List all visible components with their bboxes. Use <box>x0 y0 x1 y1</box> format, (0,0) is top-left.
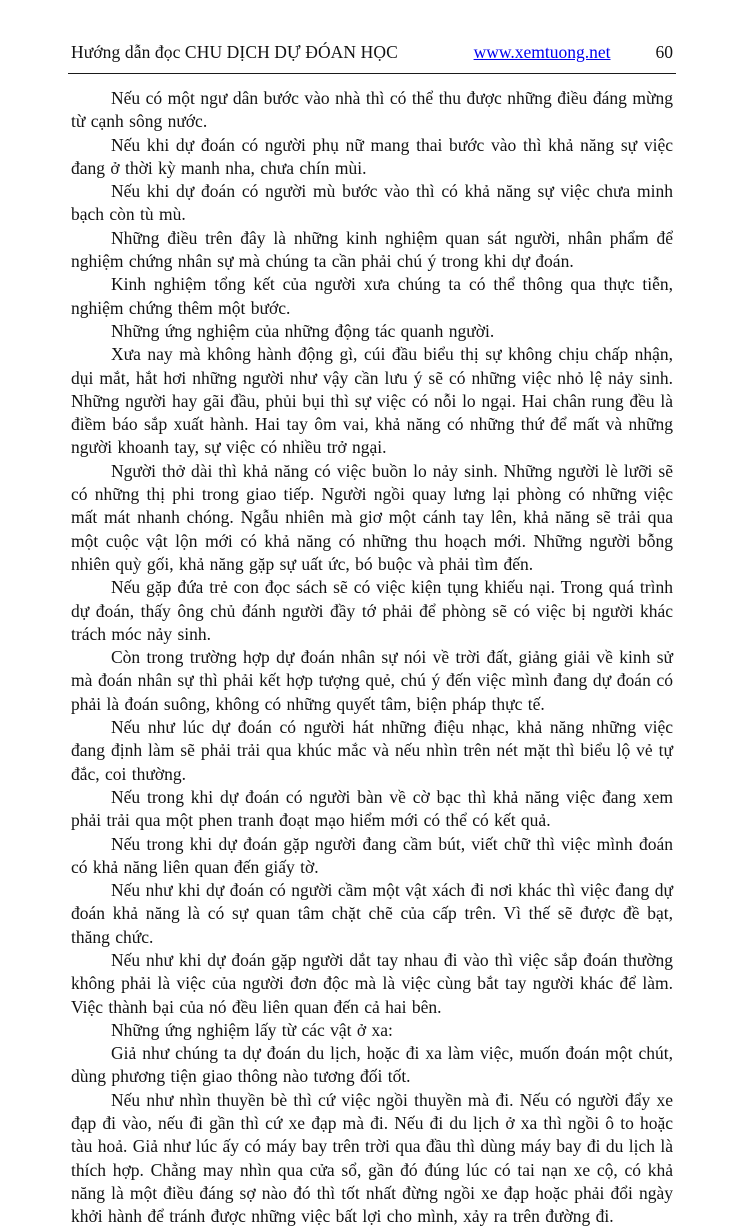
paragraph: Nếu như lúc dự đoán có người hát những điệu nhạc, khả năng những việc đang định làm sẽ phải trải qua khúc mắc và nếu nhìn trên nét mặt thì biểu lộ vẻ tự đắc, coi thường. <box>71 717 673 784</box>
paragraph: Nếu như khi dự đoán có người cầm một vật xách đi nơi khác thì việc đang dự đoán khả năng là có sự quan tâm chặt chẽ của cấp trên. Vì thế sẽ được đề bạt, thăng chức. <box>71 880 673 947</box>
paragraph: Những ứng nghiệm của những động tác quanh người. <box>111 320 495 341</box>
paragraph: Người thở dài thì khả năng có việc buồn lo nảy sinh. Những người lè lưỡi sẽ có những thị phi trong giao tiếp. Người ngồi quay lưng lại phòng có những việc mất mát nhanh chóng. Ngẫu nhiên mà giơ một cánh tay lên, khả năng sẽ trải qua một cuộc vật lộn mới có khả năng có những thu hoạch mới. Những người bỗng nhiên quỳ gối, khả năng gặp sự uất ức, bó buộc và phải tìm đến. <box>71 460 673 574</box>
header-title: Hướng dẫn đọc CHU DỊCH DỰ ĐÓAN HỌC <box>71 42 398 62</box>
paragraph: Nếu trong khi dự đoán gặp người đang cầm bút, viết chữ thì việc mình đoán có khả năng liên quan đến giấy tờ. <box>71 833 673 877</box>
paragraph: Những điều trên đây là những kinh nghiệm quan sát người, nhân phẩm để nghiệm chứng nhân sự mà chúng ta cần phải chú ý trong khi dự đoán. <box>71 227 673 272</box>
paragraph: Nếu như nhìn thuyền bè thì cứ việc ngồi thuyền mà đi. Nếu có người đẩy xe đạp đi vào, nếu đi gần thì cứ xe đạp mà đi. Nếu đi du lịch ở xa thì ngồi ô to hoặc tàu hoả. Giả như lúc ấy có máy bay trên trời qua đầu thì dùng máy bay đi du lịch là thích hợp. Chẳng may nhìn qua cửa sổ, gần đó đúng lúc có tai nạn xe cộ, có khả năng là một điều đáng sợ nào đó thì tốt nhất đừng ngồi xe đạp hoặc phải đổi ngày khởi hành để tránh được những việc bất lợi cho mình, xảy ra trên đường đi. <box>71 1089 673 1227</box>
page-number: 60 <box>655 42 673 62</box>
paragraph: Nếu như khi dự đoán gặp người dắt tay nhau đi vào thì việc sắp đoán thường không phải là việc của người đơn độc mà là việc cùng bắt tay người khác để làm. Việc thành bại của nó đều liên quan đến cả hai bên. <box>71 949 673 1017</box>
paragraph: Giả như chúng ta dự đoán du lịch, hoặc đi xa làm việc, muốn đoán một chút, dùng phương tiện giao thông nào tương đối tốt. <box>71 1043 673 1087</box>
header-right-group <box>474 40 673 64</box>
header-link[interactable]: www.xemtuong.net <box>473 42 611 62</box>
header-divider <box>68 73 676 74</box>
paragraph: Còn trong trường hợp dự đoán nhân sự nói về trời đất, giảng giải về kinh sử mà đoán nhân sự thì phải kết hợp tượng quẻ, chú ý đến việc mình đang dự đoán có phải là đoán suông, không có những quyết tâm, biện pháp thực tế. <box>71 647 673 714</box>
paragraph: Nếu khi dự đoán có người phụ nữ mang thai bước vào thì khả năng sự việc đang ở thời kỳ manh nha, chưa chín mùi. <box>71 134 673 178</box>
paragraph: Nếu gặp đứa trẻ con đọc sách sẽ có việc kiện tụng khiếu nại. Trong quá trình dự đoán, thấy ông chủ đánh người đầy tớ phải để phòng sẽ có việc bị người khác trách móc nảy sinh. <box>71 577 673 644</box>
paragraph: Kinh nghiệm tổng kết của người xưa chúng ta có thể thông qua thực tiễn, nghiệm chứng thêm một bước. <box>71 274 673 318</box>
document-body <box>71 87 673 1229</box>
paragraph: Nếu trong khi dự đoán có người bàn về cờ bạc thì khả năng việc đang xem phải trải qua một phen tranh đoạt mạo hiểm mới có thể có kết quả. <box>71 786 673 831</box>
paragraph: Những ứng nghiệm lấy từ các vật ở xa: <box>111 1019 393 1040</box>
paragraph: Nếu có một ngư dân bước vào nhà thì có thể thu được những điều đáng mừng từ cạnh sông nước. <box>71 88 673 132</box>
paragraph: Xưa nay mà không hành động gì, cúi đầu biểu thị sự không chịu chấp nhận, dụi mắt, hắt hơi những người như vậy cần lưu ý sẽ có những việc nhỏ lệ nảy sinh. Những người hay gãi đầu, phủi bụi thì sự việc có nỗi lo ngại. Hai chân rung đều là điềm báo sắp xuất hành. Hai tay ôm vai, khả năng có những thứ để mất và những người khoanh tay, sự việc có nhiều trở ngại. <box>71 344 673 458</box>
paragraph: Nếu khi dự đoán có người mù bước vào thì có khả năng sự việc chưa minh bạch còn tù mù. <box>71 181 673 225</box>
page-header <box>71 40 673 64</box>
